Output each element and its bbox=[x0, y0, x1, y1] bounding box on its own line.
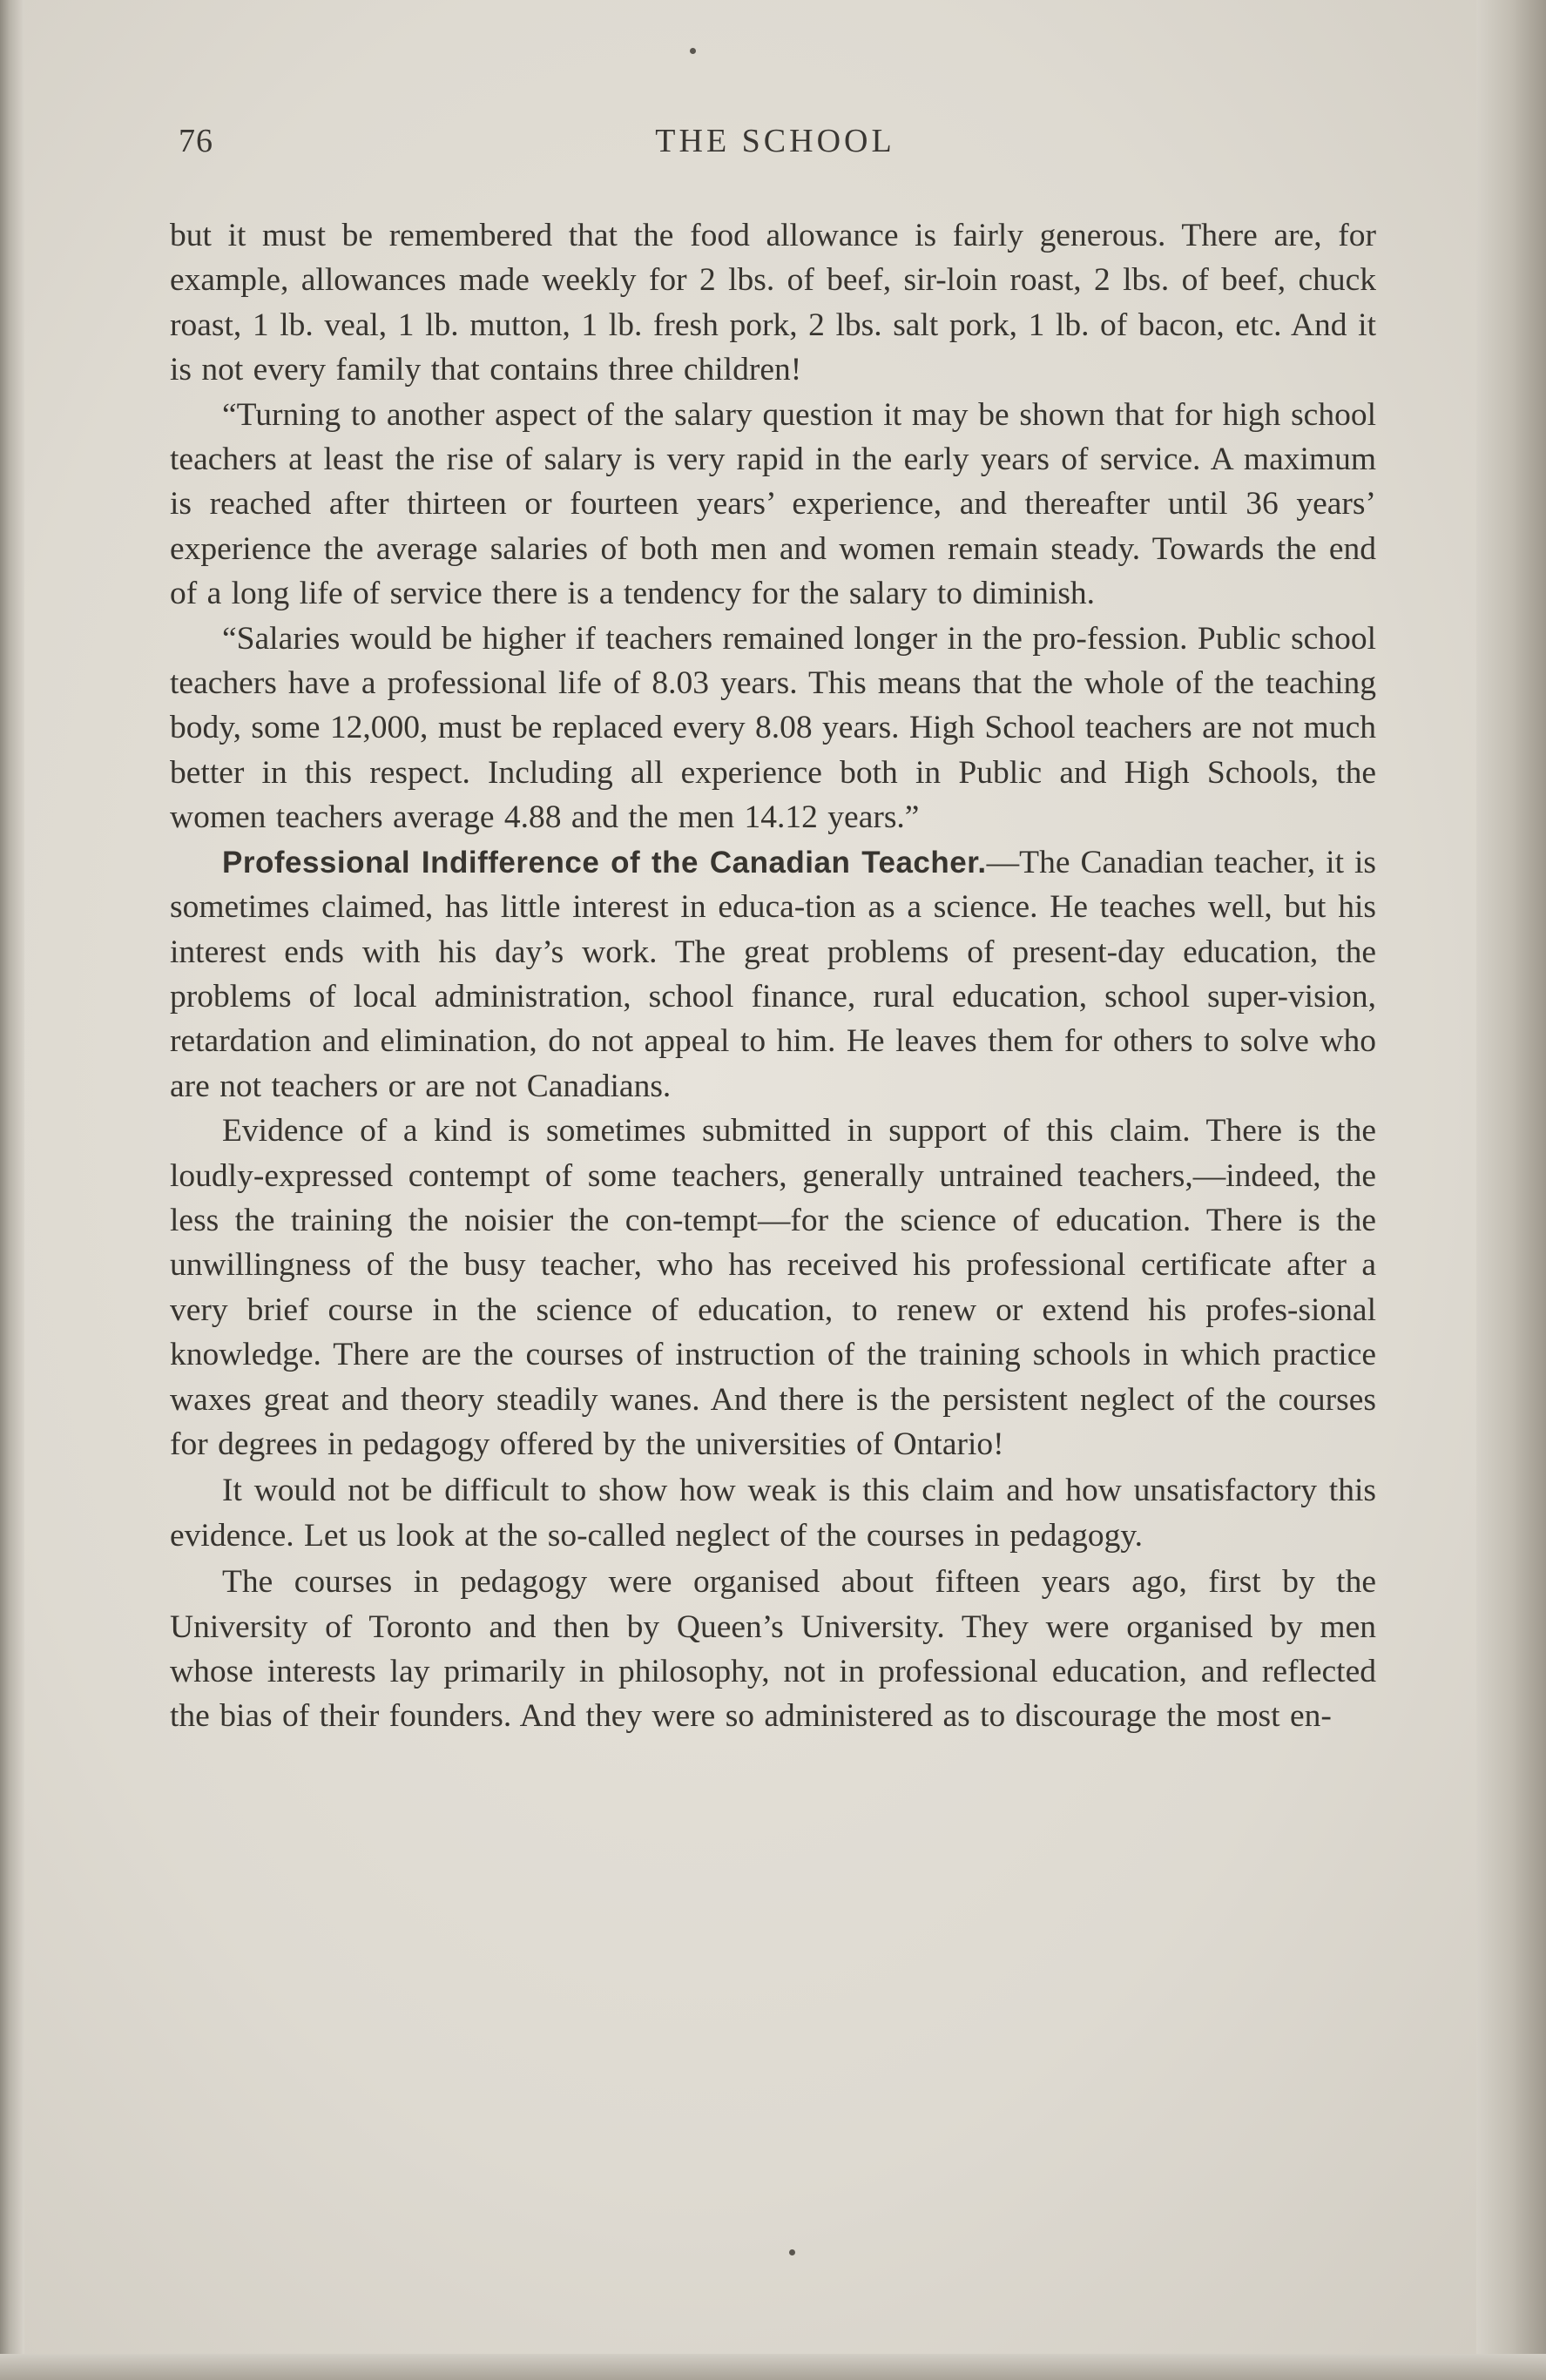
paper-speck bbox=[789, 2249, 795, 2255]
page-edge-bottom bbox=[0, 2354, 1546, 2380]
paragraph: “Salaries would be higher if teachers remained longer in the pro-fession. Public school teachers have a professional life of 8.03 years. This means that the whole of the teaching body, some 12,000, must be replaced every 8.08 years. High School teachers are not much better in this respect. Including all experience both in Public and High Schools, the women teachers average 4.88 and the men 14.12 years.” bbox=[170, 620, 1376, 836]
paragraph: It would not be difficult to show how weak is this claim and how unsatisfactory this evidence. Let us look at the so-called neglect of the courses in pedagogy. bbox=[170, 1473, 1376, 1554]
paragraph: The courses in pedagogy were organised about fifteen years ago, first by the University of Toronto and then by Queen’s University. They were organised by men whose interests lay primarily in philosophy, not in professional education, and reflected the bias of their founders. And they were so administered as to discourage the most en- bbox=[170, 1564, 1376, 1735]
paragraph: Evidence of a kind is sometimes submitted in support of this claim. There is the loudly-expressed contempt of some teachers, generally untrained teachers,—indeed, the less the training the noisier the con-tempt—for the science of education. There is the unwillingness of the busy teacher, who has received his professional certificate after a very brief course in the science of education, to renew or extend his profes-sional knowledge. There are the courses of instruction of the training schools in which practice waxes great and theory steadily wanes. And there is the persistent neglect of the courses for degrees in pedagogy offered by the universities of Ontario! bbox=[170, 1113, 1376, 1462]
paper-speck bbox=[690, 48, 696, 54]
page-binding-shadow bbox=[0, 0, 24, 2380]
body-text bbox=[170, 213, 1376, 1739]
running-title: THE SCHOOL bbox=[655, 123, 895, 159]
paragraph: but it must be remembered that the food allowance is fairly generous. There are, for example, allowances made weekly for 2 lbs. of beef, sir-loin roast, 2 lbs. of beef, chuck roast, 1 lb. veal, 1 lb. mutton, 1 lb. fresh pork, 2 lbs. salt pork, 1 lb. of bacon, etc. And it is not every family that contains three children! bbox=[170, 218, 1376, 388]
section-heading: Professional Indifference of the Canadian Teacher. bbox=[222, 845, 987, 880]
page-number: 76 bbox=[179, 123, 213, 159]
paragraph: “Turning to another aspect of the salary question it may be shown that for high school teachers at least the rise of salary is very rapid in the early years of service. A maximum is reached after thirteen or fourteen years’ experience, and thereafter until 36 years’ experience the average salaries of both men and women remain steady. Towards the end of a long life of service there is a tendency for the salary to diminish. bbox=[170, 396, 1376, 612]
paragraph-text: —The Canadian teacher, it is sometimes claimed, has little interest in educa-tion as a science. He teaches well, but his interest ends with his day’s work. The great problems of present-day education, the problems of local administration, school finance, rural education, school super-vision, retardation and elimination, do not appeal to him. He leaves them for others to solve who are not teachers or are not Canadians. bbox=[170, 844, 1376, 1104]
paragraph-with-heading bbox=[170, 840, 1376, 1109]
page-header bbox=[179, 122, 1372, 174]
page-edge-right bbox=[1476, 0, 1546, 2380]
